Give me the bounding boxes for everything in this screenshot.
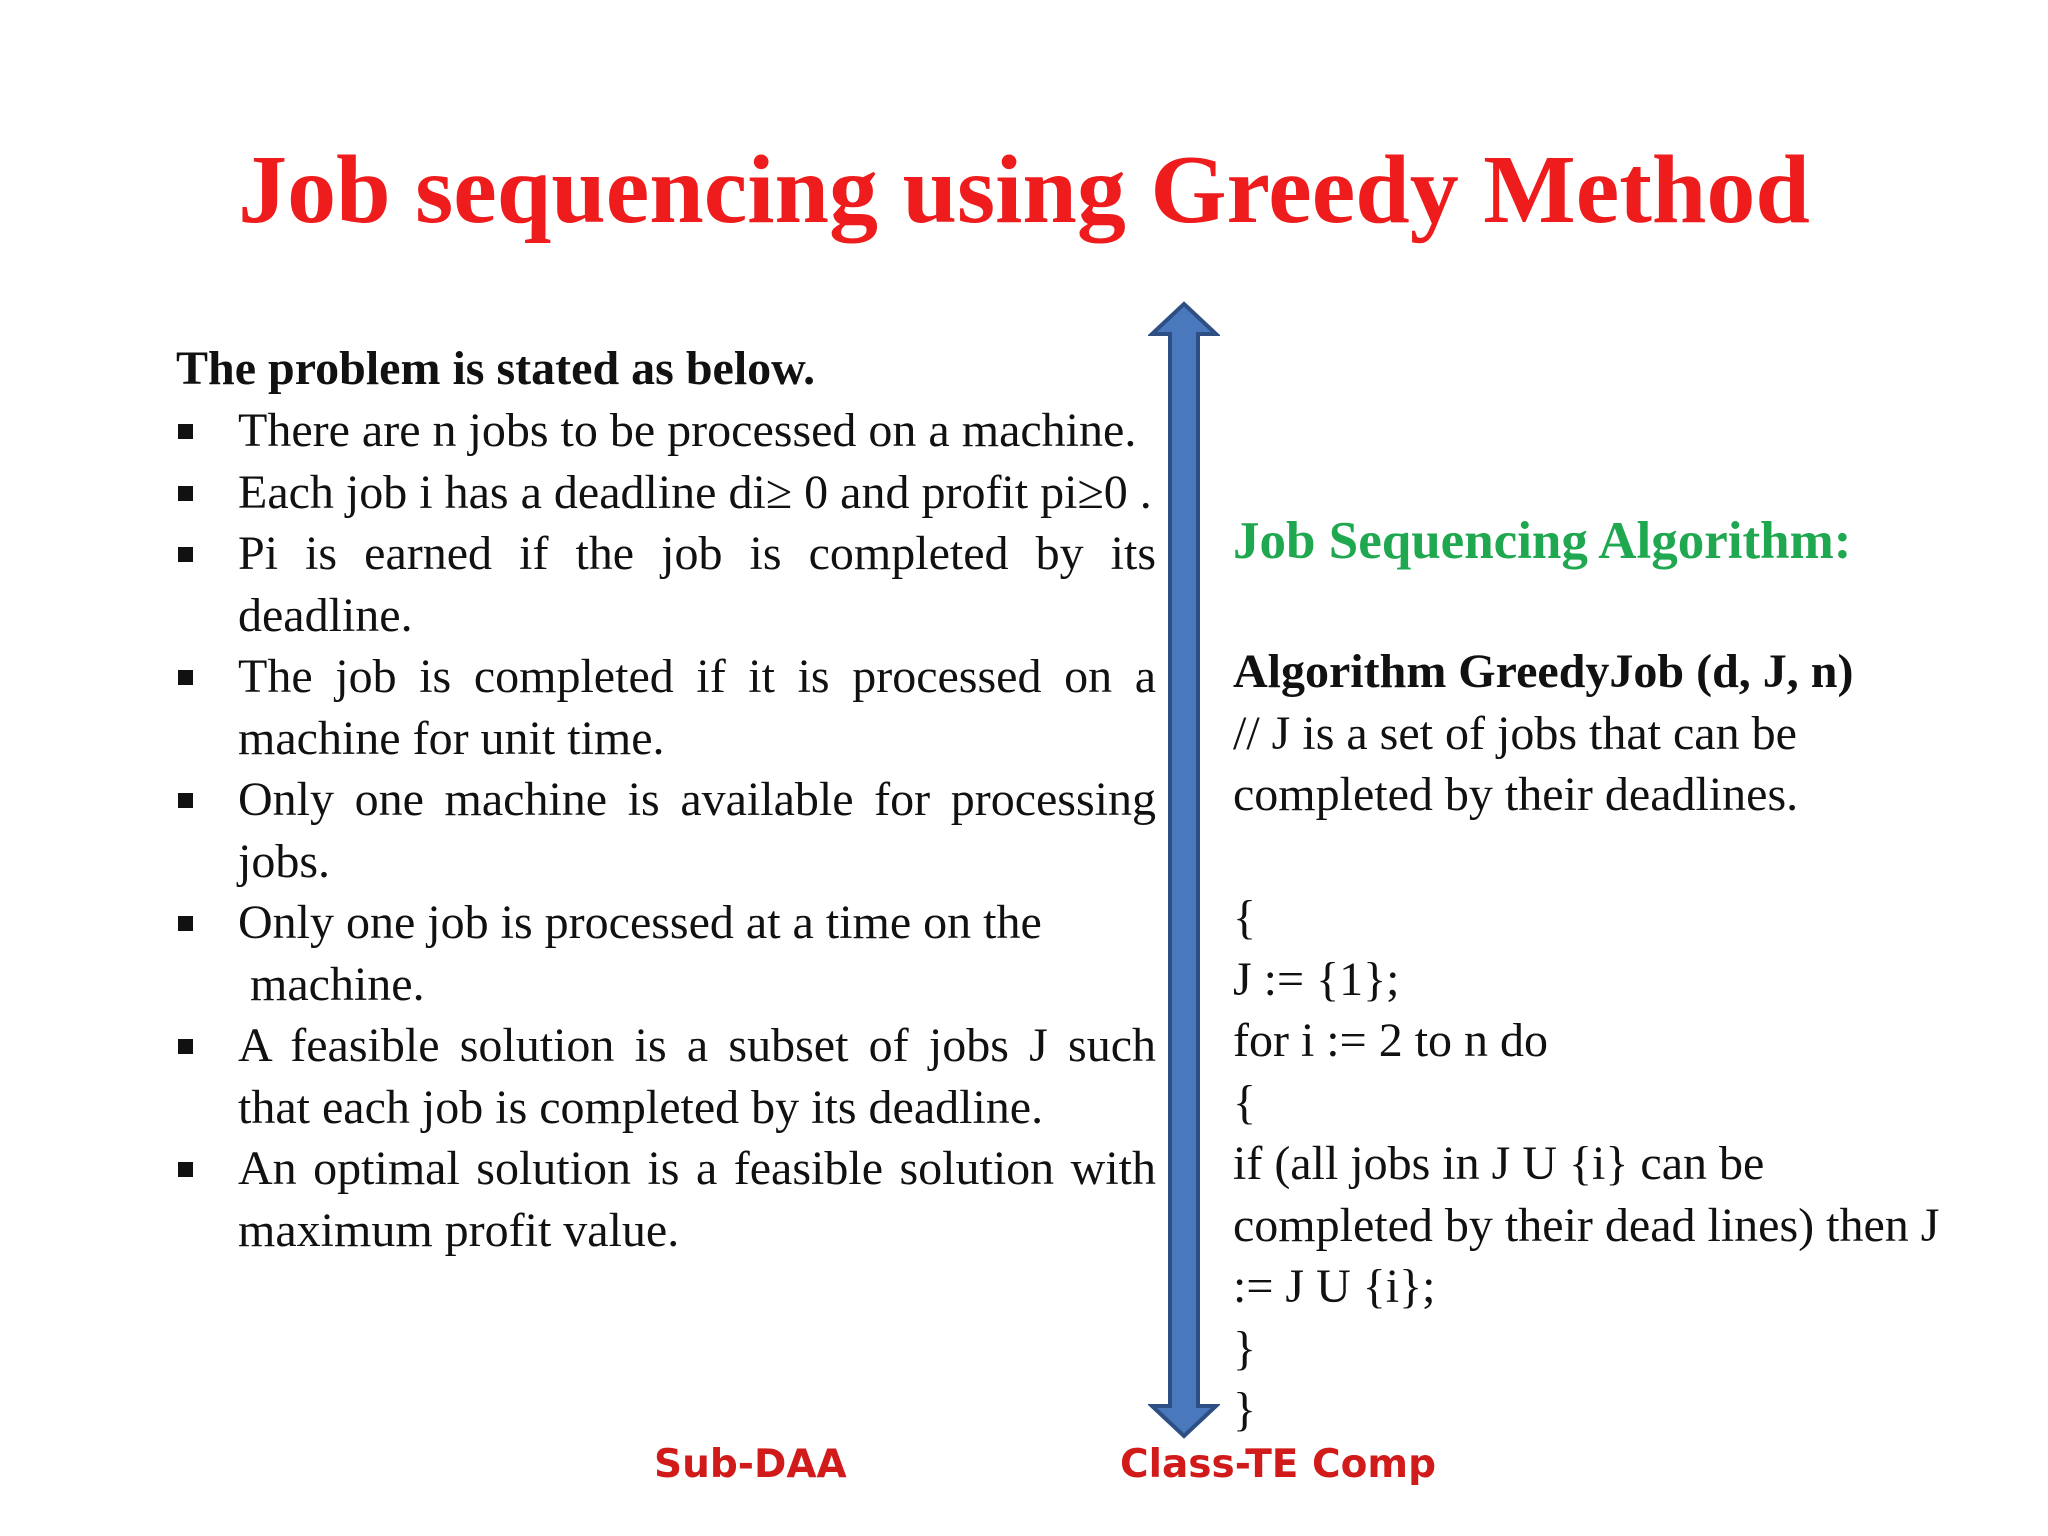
footer-subject: Sub-DAA [654, 1442, 847, 1487]
problem-bullet-text: Each job i has a deadline di≥ 0 and profit pi≥0 . [238, 465, 1152, 519]
algorithm-code-line: } [1233, 1383, 1257, 1436]
square-bullet-icon [178, 486, 193, 501]
algorithm-comment-line: completed by their deadlines. [1233, 768, 1799, 821]
footer-class: Class-TE Comp [1120, 1442, 1436, 1487]
arrow-shape [1152, 304, 1216, 1436]
square-bullet-icon [178, 916, 193, 931]
algorithm-code-line: for i := 2 to n do [1233, 1014, 1549, 1067]
problem-bullet [176, 769, 1156, 892]
algorithm-code-line: } [1233, 1321, 1257, 1375]
algorithm-code-line: := J U {i}; [1233, 1260, 1436, 1313]
blank-line [1233, 826, 2033, 888]
problem-bullet-list [176, 400, 1156, 1261]
algorithm-code-line: J := {1}; [1233, 952, 1400, 1006]
problem-heading: The problem is stated as below. [176, 342, 816, 395]
problem-bullet-text: Pi is earned if the job is completed by its deadline. [238, 527, 1156, 642]
problem-bullet [176, 892, 1156, 1015]
algorithm-comment-line: // J is a set of jobs that can be [1233, 706, 1797, 760]
problem-bullet-text: The job is completed if it is processed on a machine for unit time. [238, 650, 1156, 765]
algorithm-code-line: { [1233, 891, 1257, 944]
algorithm-heading: Job Sequencing Algorithm: [1233, 512, 1852, 570]
problem-bullet-text: Only one job is processed at a time on the machine. [238, 896, 1042, 1011]
algorithm-code-line: if (all jobs in J U {i} can be [1233, 1137, 1765, 1190]
slide-title: Job sequencing using Greedy Method [238, 136, 1810, 244]
algorithm-panel [1233, 510, 2033, 1441]
problem-bullet-text: An optimal solution is a feasible solution with maximum profit value. [238, 1142, 1156, 1257]
algorithm-code-line: { [1233, 1075, 1257, 1129]
problem-bullet [176, 462, 1156, 524]
problem-bullet-text: There are n jobs to be processed on a machine. [238, 404, 1137, 457]
problem-statement [176, 338, 1156, 1261]
problem-bullet-text: Only one machine is available for processing jobs. [238, 773, 1156, 888]
problem-bullet [176, 523, 1156, 646]
square-bullet-icon [178, 424, 193, 439]
algorithm-signature: Algorithm GreedyJob (d, J, n) [1233, 645, 1854, 698]
problem-bullet [176, 1015, 1156, 1138]
problem-bullet [176, 646, 1156, 769]
square-bullet-icon [178, 670, 193, 685]
square-bullet-icon [178, 1039, 193, 1054]
double-headed-arrow-icon [1148, 300, 1220, 1440]
problem-bullet [176, 1138, 1156, 1261]
problem-bullet [176, 400, 1156, 462]
square-bullet-icon [178, 793, 193, 808]
algorithm-code-line: completed by their dead lines) then J [1233, 1198, 1940, 1252]
square-bullet-icon [178, 547, 193, 562]
square-bullet-icon [178, 1162, 193, 1177]
problem-bullet-text: A feasible solution is a subset of jobs J such that each job is completed by its deadline. [238, 1019, 1156, 1134]
